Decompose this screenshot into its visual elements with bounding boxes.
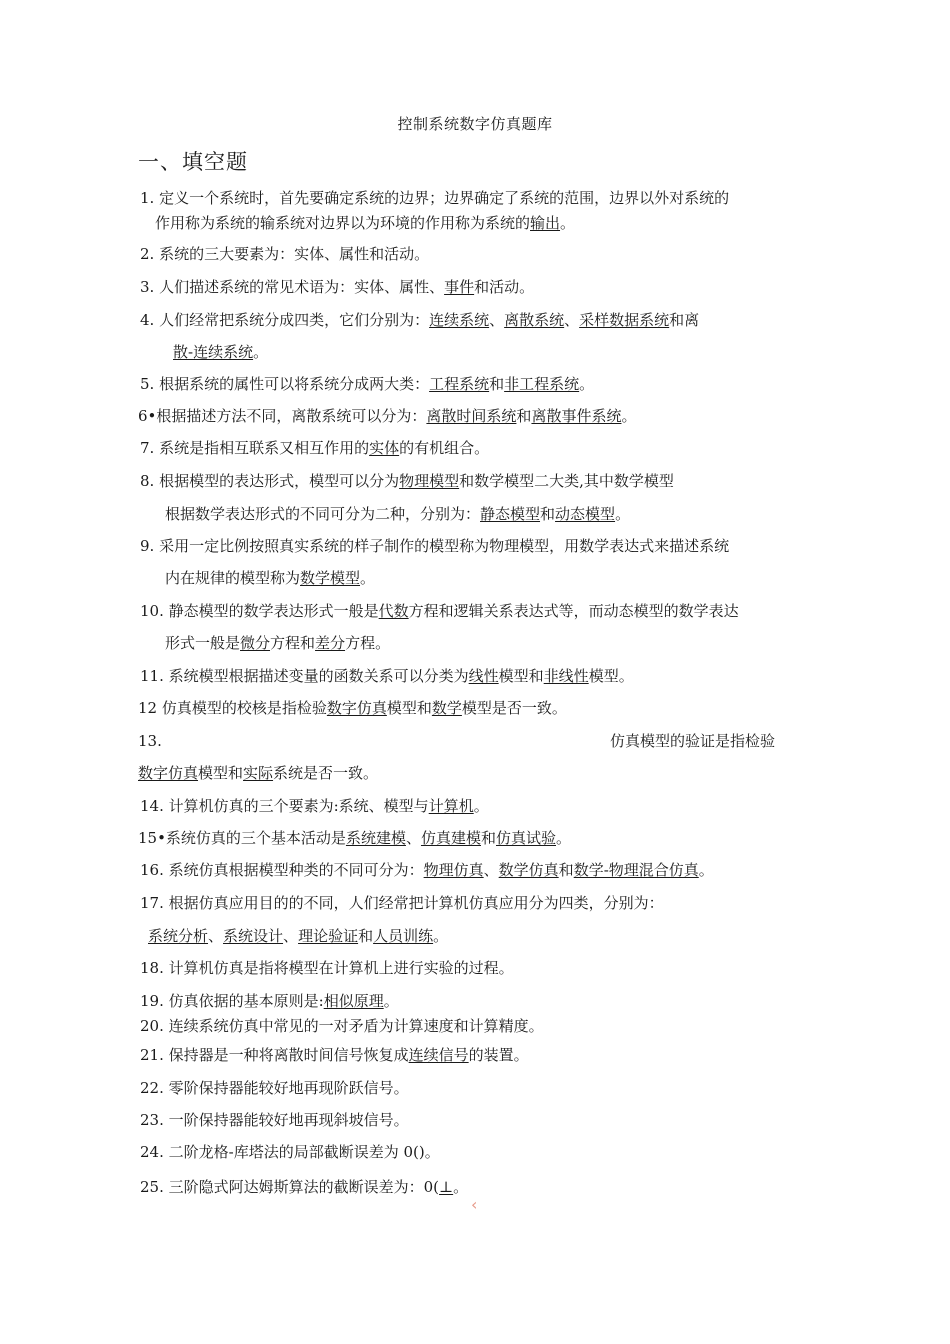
question-24: 24. 二阶龙格-库塔法的局部截断误差为 0()。 <box>140 1143 440 1161</box>
answer-blank: 连续信号 <box>408 1046 469 1064</box>
answer-blank: 理论验证 <box>298 927 359 945</box>
answer-blank: 仿真试验 <box>496 829 557 847</box>
answer-blank: 代数 <box>378 602 409 620</box>
document-title: 控制系统数字仿真题库 <box>397 115 553 133</box>
question-13-line-1: 仿真模型的验证是指检验 <box>610 732 776 750</box>
answer-blank: 数学仿真 <box>498 861 559 879</box>
answer-blank: 实体 <box>369 439 400 457</box>
answer-blank: 输出 <box>530 214 561 232</box>
question-3: 3. 人们描述系统的常见术语为：实体、属性、事件和活动。 <box>140 278 535 296</box>
question-17-line-1: 17. 根据仿真应用目的的不同，人们经常把计算机仿真应用分为四类，分别为： <box>140 894 664 912</box>
answer-blank: 数学-物理混合仿真 <box>573 861 699 879</box>
answer-blank: 离散系统 <box>504 311 565 329</box>
question-9-line-2: 内在规律的模型称为数学模型。 <box>165 569 376 587</box>
answer-blank: 相似原理 <box>323 992 384 1010</box>
answer-blank: 动态模型 <box>555 505 616 523</box>
question-8-line-1: 8. 根据模型的表达形式，模型可以分为物理模型和数学模型二大类,其中数学模型 <box>140 472 674 490</box>
question-13-number: 13. <box>138 732 162 750</box>
answer-blank: 非线性 <box>543 667 589 685</box>
answer-blank: 人员训练 <box>373 927 434 945</box>
question-19: 19. 仿真依据的基本原则是:相似原理。 <box>140 992 399 1010</box>
question-13-line-2: 数字仿真模型和实际系统是否一致。 <box>138 764 379 782</box>
question-1-line-2: 作用称为系统的输系统对边界以为环境的作用称为系统的输出。 <box>155 214 576 232</box>
question-25: 25. 三阶隐式阿达姆斯算法的截断误差为：0(⊥。 <box>140 1178 469 1196</box>
answer-blank: ⊥ <box>439 1178 454 1196</box>
answer-blank: 差分 <box>315 634 346 652</box>
question-23: 23. 一阶保持器能较好地再现斜坡信号。 <box>140 1111 409 1129</box>
question-8-line-2: 根据数学表达形式的不同可分为二种，分别为：静态模型和动态模型。 <box>165 505 631 523</box>
answer-blank: 散-连续系统 <box>173 343 254 361</box>
question-17-line-2: 系统分析、系统设计、理论验证和人员训练。 <box>148 927 449 945</box>
question-18: 18. 计算机仿真是指将模型在计算机上进行实验的过程。 <box>140 959 514 977</box>
answer-blank: 事件 <box>444 278 475 296</box>
chevron-left-icon: ‹ <box>471 1195 478 1214</box>
answer-blank: 数字仿真 <box>138 764 199 782</box>
question-4-line-1: 4. 人们经常把系统分成四类，它们分别为：连续系统、离散系统、采样数据系统和离 <box>140 311 700 329</box>
answer-blank: 数学模型 <box>300 569 361 587</box>
question-20: 20. 连续系统仿真中常见的一对矛盾为计算速度和计算精度。 <box>140 1017 544 1035</box>
answer-blank: 物理模型 <box>399 472 460 490</box>
question-6: 6•根据描述方法不同，离散系统可以分为：离散时间系统和离散事件系统。 <box>138 407 637 425</box>
question-14: 14. 计算机仿真的三个要素为:系统、模型与计算机。 <box>140 797 489 815</box>
answer-blank: 工程系统 <box>429 375 490 393</box>
question-21: 21. 保持器是一种将离散时间信号恢复成连续信号的装置。 <box>140 1046 529 1064</box>
answer-blank: 系统设计 <box>223 927 284 945</box>
question-10-line-2: 形式一般是微分方程和差分方程。 <box>165 634 391 652</box>
question-22: 22. 零阶保持器能较好地再现阶跃信号。 <box>140 1079 409 1097</box>
answer-blank: 数学 <box>431 699 462 717</box>
answer-blank: 物理仿真 <box>423 861 484 879</box>
answer-blank: 线性 <box>468 667 499 685</box>
question-7: 7. 系统是指相互联系又相互作用的实体的有机组合。 <box>140 439 490 457</box>
question-1-line-1: 1. 定义一个系统时，首先要确定系统的边界；边界确定了系统的范围，边界以外对系统的 <box>140 189 730 207</box>
question-11: 11. 系统模型根据描述变量的函数关系可以分类为线性模型和非线性模型。 <box>140 667 634 685</box>
question-4-line-2: 散-连续系统。 <box>173 343 269 361</box>
answer-blank: 数字仿真 <box>326 699 387 717</box>
answer-blank: 系统分析 <box>148 927 209 945</box>
answer-blank: 仿真建模 <box>420 829 481 847</box>
answer-blank: 连续系统 <box>429 311 490 329</box>
question-5: 5. 根据系统的属性可以将系统分成两大类：工程系统和非工程系统。 <box>140 375 595 393</box>
question-12: 12 仿真模型的校核是指检验数字仿真模型和数学模型是否一致。 <box>138 699 567 717</box>
section-heading: 一、填空题 <box>138 150 248 174</box>
question-2: 2. 系统的三大要素为：实体、属性和活动。 <box>140 245 430 263</box>
question-15: 15•系统仿真的三个基本活动是系统建模、仿真建模和仿真试验。 <box>138 829 572 847</box>
answer-blank: 静态模型 <box>480 505 541 523</box>
question-9-line-1: 9. 采用一定比例按照真实系统的样子制作的模型称为物理模型，用数学表达式来描述系统 <box>140 537 730 555</box>
answer-blank: 微分 <box>240 634 271 652</box>
answer-blank: 计算机 <box>428 797 474 815</box>
answer-blank: 离散事件系统 <box>531 407 622 425</box>
answer-blank: 系统建模 <box>345 829 406 847</box>
answer-blank: 采样数据系统 <box>579 311 670 329</box>
answer-blank: 非工程系统 <box>504 375 580 393</box>
answer-blank: 实际 <box>243 764 274 782</box>
answer-blank: 离散时间系统 <box>426 407 517 425</box>
question-16: 16. 系统仿真根据模型种类的不同可分为：物理仿真、数学仿真和数学-物理混合仿真。 <box>140 861 714 879</box>
question-10-line-1: 10. 静态模型的数学表达形式一般是代数方程和逻辑关系表达式等，而动态模型的数学表达 <box>140 602 739 620</box>
